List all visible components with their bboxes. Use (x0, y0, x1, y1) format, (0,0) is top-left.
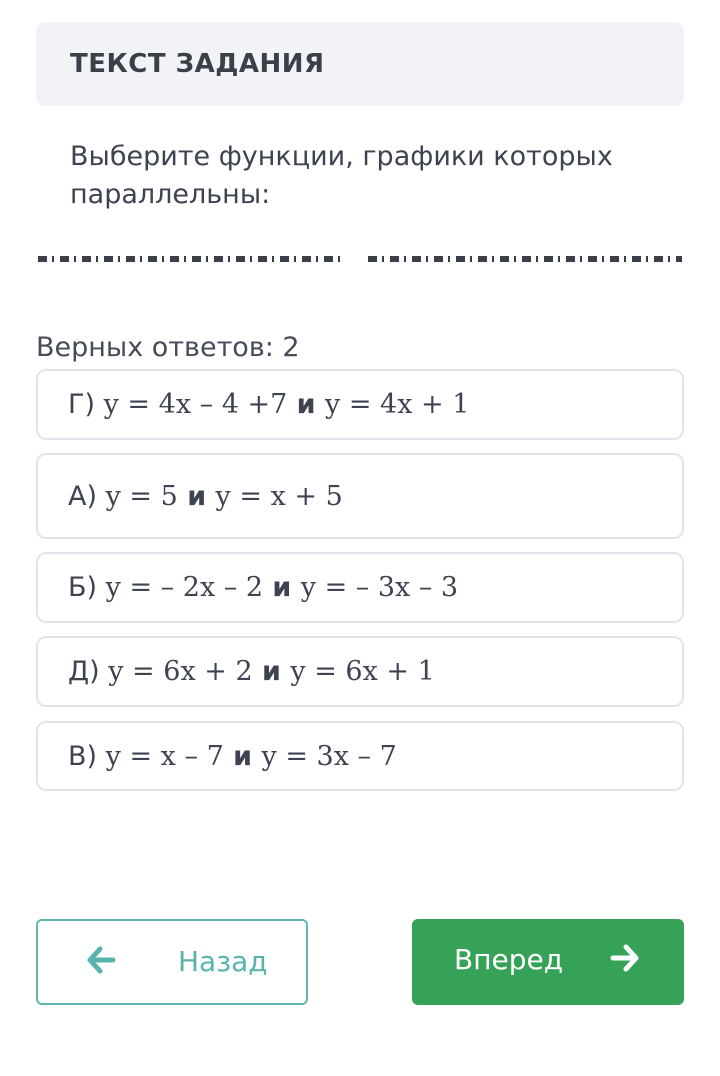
back-button-label: Назад (178, 945, 268, 978)
answer-option-b[interactable] (36, 552, 684, 623)
question-line-2: параллельны: (70, 179, 271, 210)
option-right-function: y = 6x + 1 (290, 656, 435, 687)
correct-answers-count: Верных ответов: 2 (36, 332, 300, 363)
cut-off-text-line (38, 256, 682, 262)
option-conjunction: и (263, 572, 301, 603)
answer-option-d[interactable] (36, 636, 684, 707)
option-left-function: y = 4x – 4 +7 (103, 389, 288, 420)
option-right-function: y = x + 5 (215, 480, 343, 512)
option-right-function: y = – 3x – 3 (300, 572, 459, 603)
option-letter: Г) (68, 389, 104, 420)
option-left-function: y = – 2x – 2 (105, 572, 264, 603)
answer-option-a[interactable] (36, 453, 684, 539)
option-letter: Б) (68, 572, 106, 603)
next-button[interactable] (412, 919, 684, 1005)
option-conjunction: и (287, 389, 325, 420)
next-button-label: Вперед (454, 943, 564, 976)
back-button[interactable] (36, 919, 308, 1005)
option-letter: Д) (68, 656, 109, 687)
question-line-1: Выберите функции, графики которых (70, 141, 613, 172)
task-header (36, 22, 684, 106)
option-left-function: y = 5 (105, 480, 178, 512)
option-letter: В) (68, 740, 106, 772)
option-left-function: y = 6x + 2 (108, 656, 253, 687)
option-left-function: y = x – 7 (105, 740, 224, 772)
arrow-left-icon (86, 945, 116, 975)
task-header-title: ТЕКСТ ЗАДАНИЯ (70, 49, 325, 79)
answer-option-g[interactable] (36, 369, 684, 440)
option-right-function: y = 3x – 7 (261, 740, 397, 772)
question-text (70, 138, 670, 214)
option-conjunction: и (177, 480, 216, 512)
answer-option-v[interactable] (36, 721, 684, 791)
option-conjunction: и (252, 656, 291, 687)
arrow-right-icon (610, 943, 640, 973)
option-letter: А) (68, 480, 106, 512)
option-right-function: y = 4x + 1 (325, 389, 470, 420)
option-conjunction: и (223, 740, 262, 772)
